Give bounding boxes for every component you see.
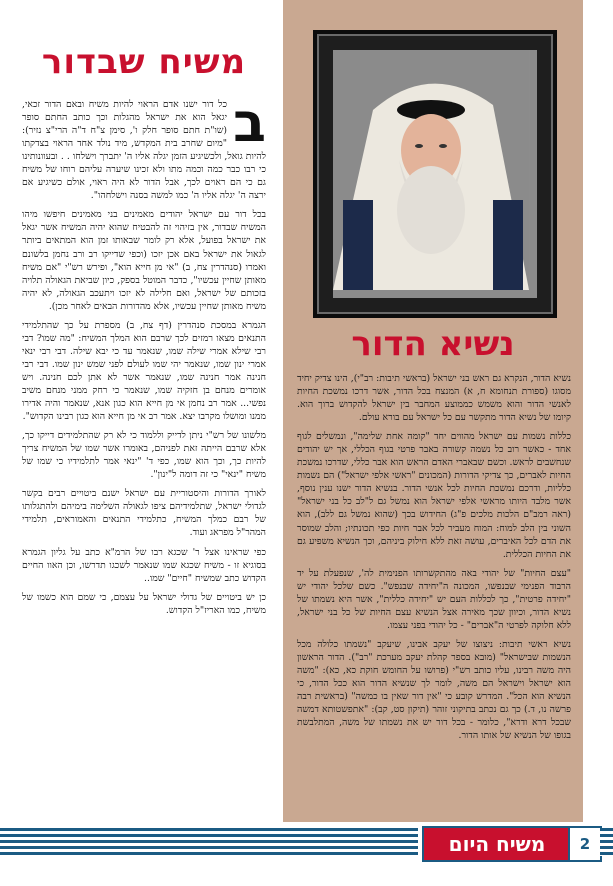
paragraph-text: כל דור ישנו אדם הראוי להיות משיח ובאם הדור זכאי, יגאל הוא את ישראל מהגלות וכך כותב החתם סופר (שו"ת חתם סופר חלק ו', סימן צ"ח ד"ה הרי"צ נזיר): "מיום שחרב בית המקדש, מיד נולד אחד הראוי בצדקתו להיות גואל, ולכשיגיע הזמן יגלה אליו ה' יתברך וישלחו . . ובעוונותינו כי רבו כבר כמה וכמה מתו ולא זכינו שיערה עליהם רוחו של משיח גם כי הם ראוים לכך, אבל הדור לא היה ראוי, אולם כשיגיע אם ירצה ה' יגלה אליו ה' כמו למשה בסנה וישלחהו".	[22, 99, 266, 202]
portrait-frame	[313, 30, 557, 318]
paragraph: כן יש ביטויים של גדולי ישראל על עצמם, כי שמם הוא כשמו של משיח, כמו האריז"ל הקדוש.	[22, 591, 266, 616]
right-article-body	[297, 372, 571, 748]
left-article	[22, 40, 266, 830]
paragraph: בכל דור עם ישראל יהודים מאמינים בני מאמינים חיפשו מיהו המשיח שבדור, אין בזיהוי זה להבטיח שהוא יהיה המשיח אשר יגאל את ישראל בפועל, אלא רק לומר שבאותו זמן הוא המתאים ביותר לגאול את ישראל באם אכן יזכו (וכפי שדייקו רב ורב נחמן בלשונם ואמרו (סנהדרין צח, ב) "אי מן חייא הוא", ופירש רש"י "אם משיח מאותן שחיין עכשיו", כדבר המוטל בספק, כיון שביאת הגאולה תלויה בזכותם של ישראל, ואם חלילה לא יזכו ויתעכב הגאולה, לא יהיה משיח מאותן שחיין עכשיו, אלא מהדורות הבאים לאחר מכן).	[22, 209, 266, 312]
magazine-logo: משיח היום	[422, 826, 572, 862]
left-article-title: משיח שבדור	[41, 42, 247, 82]
paragraph: לאורך הדורות והיסטוריית עם ישראל ישנם ביטויים רבים בקשר לגדולי ישראל, שתלמידיהם ציפו לגאולה השלימה בימיהם ולהתגלותו של רבם כמלך המשיח, כתלמידי התנאים והאמוראים, תלמידי המהר"ל מפראג ועוד.	[22, 488, 266, 539]
portrait-image	[333, 50, 537, 298]
page-number: 2	[568, 826, 602, 862]
paragraph: כפי שראינו אצל ר' שכגא רבו של הרמ"א כתב על גליון הגמרא בסוגיא זו - משיח שכגא שמו שנאמר לשכגו תדרשו, וכן האוו החיים הקדוש כתב שמשיח "חיים" שמו..	[22, 546, 266, 584]
footer-stripes-right	[600, 828, 613, 856]
paragraph: כללות נשמות עם ישראל מהווים יחד "קומה אחת שלימה", ונמשלים לגוף אחד - כאשר רוב כל נשמה קשורה באבר פרטי בגוף הכללי, אך יש יהודים שנחשבים לראש. וכשם שבאברי האדם הראש הוא אבר כללי, שדרכו נמשכת החיות לאברים, כך צדיקי הדורות (המכונים "ראשי אלפי ישראל") הם נשמות כלליות, ודרכם נמשכת החיות לכל אנשי הדור. בנשיא הדור ישנו ענין נוסף, אשר מלבד היותו מראשי אלפי ישראל הוא נמשל גם ל"לב כל בני ישראל" (ראה רמב"ם הלכות מלכים פ"ג) החידוש בכך (שהוא נמשל גם ללב), הוא השוני בין הלב למוח: המוח מעביר לכל אבר חיות כפי תכונתיו; והלב שמוסר את הדם לכל האיברים, עושה זאת ללא חילוק ביניהם, וכך הנשיא משפיע גם את החיות הכללית.	[297, 431, 571, 560]
paragraph	[22, 91, 266, 202]
paragraph: נשיא הדור, הנקרא גם ראש בני ישראל (בראשי תיבות: רב"י), הינו צדיק יחיד מסוגו (ספורת תנחומא ח, א) המנצח בכל הדור, אשר דרכו נמשכת החיות לאנשי הדור והוא משמש כממוצע המחבר בין ישראל להקדוש ברוך הוא. קיומו של נשיא הדור מתקשר עם כל ישראל עם בורא עולם.	[297, 373, 571, 424]
drop-cap: ב	[233, 91, 266, 154]
paragraph: הגמרא במסכת סנהדרין (דף צח, ב) מספרת על כך שהתלמידי התנאים מצאו רמזים לכך שרבם הוא המלך המשיח: "מה שמו? דבי רבי שילא אמרי שילה שמו, שנאמר עד כי יבא שילה. דבי רבי ינאי אמרי ינון שמו, שנאמר יהי שמו לעולם לפני שמש ינון שמו. דבי רבי חנינה אמר חנינה שמו, שנאמר אשר לא אתן לכם חנינה. ויש אומרים מנחם בן חזקיה שמו, שנאמר כי רחק ממני מנחם משיב נפשי... אמר רב נחמן אי מן חייא הוא כגון אנא, שנאמר והיה אדירו ממנו ומושלו מקרבו יצא. אמר רב אי מן חייא הוא כגון רבינו הקדוש".	[22, 319, 266, 423]
portrait-illustration	[333, 50, 529, 290]
footer-stripes	[0, 828, 418, 856]
right-article	[283, 0, 583, 822]
paragraph: מלשונו של רש"י ניתן לדייק וללמוד כי לא רק שהתלמידים דייקו כך, אלא שרבם הייתה זאת לפניהם, באומרו אשר שמו של המשיח צריך להיות כך, וכך הוא שמו, כפי ד' "ינאי אמר לתלמידיו כי שמו של משיח "ינאי" כי זה דומה ל"ינון".	[22, 430, 266, 481]
left-article-body	[22, 91, 266, 617]
right-article-title: נשיא הדור	[351, 324, 515, 364]
paragraph: נשיא ראשי תיבות: ניצוצו של יעקב אבינו, שיעקב "נשמתו כלולה מכל הנשמות שבישראל" (מובא בספר קהלת יעקב מערכת "רב"). הדור הראשון היה משה רבינו, עליו כותב רש"י (פרושו על החומש חוקת כא, כא): "משה הוא ישראל וישראל הם משה, לומר לך שנשיא הדור הוא ככל הדור, כי הנשיא הוא הכל". המדרש קובע כי "אין דור שאין בו כמשה" (בראשית רבה פרשה נו, ד.) כך גם נכתב בתיקוני זוהר (תיקון סט, קב): "אתפשטותא דמשה שבכל דרא ודרא", כלומר - בכל דור יש את נשמתו של משה, המתלבשת בגופו של הנשיא של אותו הדור.	[297, 638, 571, 742]
paragraph: "עצם החיות" של יהודי באה מהתקשרותו הפנימית לה', שנפעלת על יד הרבוד הפנימי שבנפשו, המכונה ה"יחידה שבנפש". כשם שלכל יהודי יש "יחידה פרטית", כך לכללות העם יש "יחידה כללית", אשר היא נשמתו של נשיא הדור, וכיוון שכך מאירה אצל הנשיא עצם החיות של כל בני ישראל, ללא חלוקה לפרטי ה"אברים" - כל יהודי בפני עצמו.	[297, 567, 571, 631]
